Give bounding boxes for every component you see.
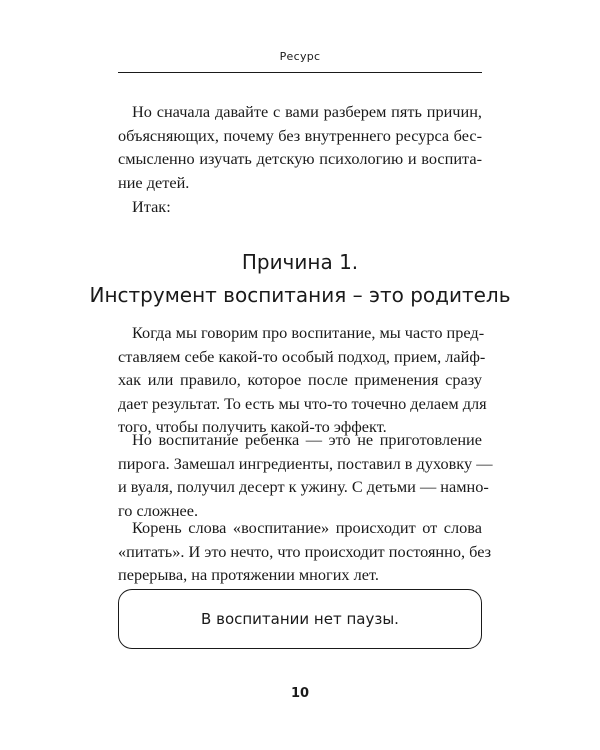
paragraph-3 <box>118 516 492 587</box>
paragraph-line: дает результат. То есть мы что-то точечно делаем для <box>118 393 487 413</box>
intro-paragraph <box>118 100 482 194</box>
section-title-line2: Инструмент воспитания – это родитель <box>89 283 511 307</box>
paragraph-line: ставляем себе какой-то особый подход, прием, лайф- <box>118 346 486 366</box>
paragraph-line: хак или правило, которое после применения сразу <box>118 370 482 389</box>
paragraph-line: перерыва, на протяжении многих лет. <box>118 565 379 584</box>
paragraph-line: Корень слова «воспитание» происходит от слова <box>132 518 482 537</box>
paragraph-2 <box>118 428 493 522</box>
itak-paragraph <box>118 195 482 219</box>
running-head: Ресурс <box>279 50 321 63</box>
header-rule <box>118 72 482 73</box>
intro-line: объясняющих, почему без внутреннего ресурса бес- <box>118 125 482 145</box>
page-number: 10 <box>290 686 310 701</box>
paragraph-line: Но воспитание ребенка — это не приготовление <box>132 430 482 449</box>
intro-line: ние детей. <box>118 172 190 192</box>
intro-line: смысленно изучать детскую психологию и воспита- <box>118 149 482 168</box>
paragraph-line: и вуаля, получил десерт к ужину. С детьми — намно- <box>118 477 489 496</box>
paragraph-line: Когда мы говорим про воспитание, мы часто пред- <box>132 323 485 342</box>
paragraph-line: го сложнее. <box>118 500 199 520</box>
paragraph-line: «питать». И это нечто, что происходит постоянно, без <box>118 541 492 561</box>
paragraph-1 <box>118 321 487 439</box>
paragraph-line: того, чтобы получить какой-то эффект. <box>118 417 387 436</box>
paragraph-line: пирога. Замешал ингредиенты, поставил в духовку — <box>118 453 493 473</box>
itak-line: Итак: <box>132 197 171 216</box>
section-title-line1: Причина 1. <box>241 250 359 274</box>
callout-box <box>118 589 482 649</box>
callout-text: В воспитании нет паузы. <box>201 610 399 628</box>
intro-line: Но сначала давайте с вами разберем пять причин, <box>132 102 482 121</box>
